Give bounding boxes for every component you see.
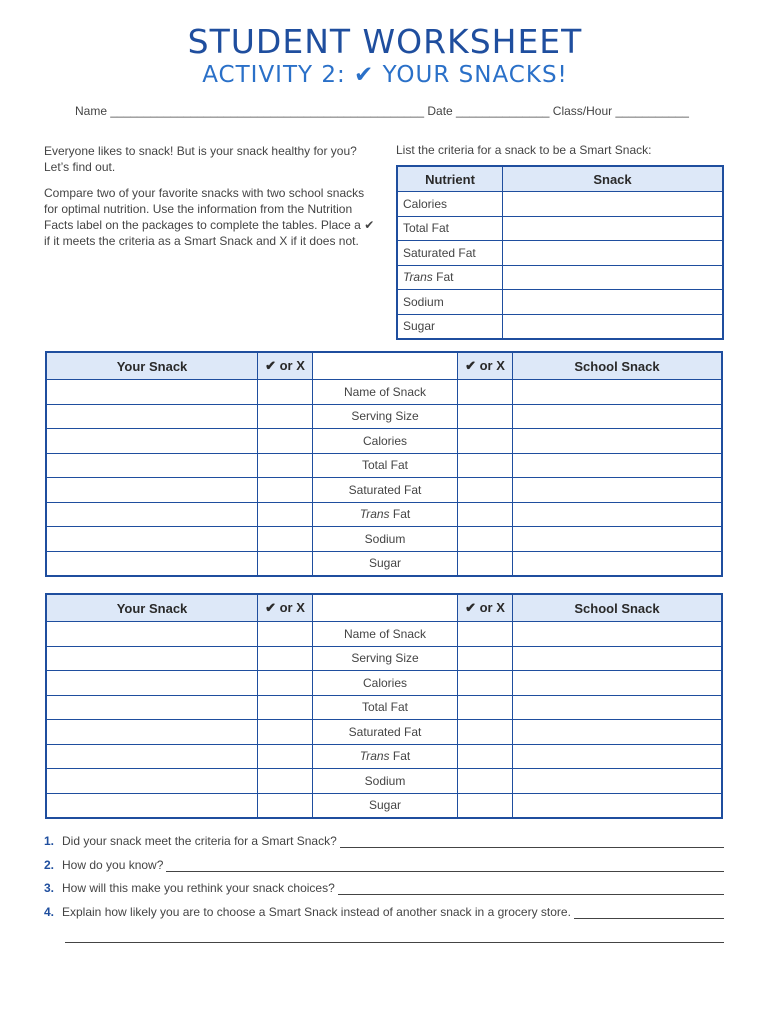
- check-cell[interactable]: [458, 646, 513, 671]
- criteria-label: List the criteria for a snack to be a Smart Snack:: [396, 143, 652, 157]
- check-cell[interactable]: [458, 453, 513, 478]
- check-cell[interactable]: [258, 793, 313, 818]
- answer-line[interactable]: [338, 882, 724, 895]
- criteria-cell[interactable]: [503, 241, 724, 266]
- comparison-table-1: [45, 351, 723, 577]
- question-number: 3.: [44, 881, 55, 895]
- header-your-snack: Your Snack: [46, 594, 258, 622]
- row-label: [313, 502, 458, 527]
- check-cell[interactable]: [258, 744, 313, 769]
- school-snack-cell[interactable]: [513, 380, 723, 405]
- school-snack-cell[interactable]: [513, 695, 723, 720]
- check-cell[interactable]: [258, 502, 313, 527]
- school-snack-cell[interactable]: [513, 404, 723, 429]
- question-number: 4.: [44, 905, 55, 919]
- trans-suffix: Fat: [432, 270, 454, 285]
- school-snack-cell[interactable]: [513, 744, 723, 769]
- question-1: [44, 834, 724, 848]
- check-cell[interactable]: [258, 453, 313, 478]
- header-school-snack: School Snack: [513, 352, 723, 380]
- criteria-cell[interactable]: [503, 290, 724, 315]
- trans-italic: Trans: [359, 507, 390, 522]
- check-cell[interactable]: [458, 380, 513, 405]
- trans-italic: Trans: [359, 749, 390, 764]
- check-cell[interactable]: [458, 769, 513, 794]
- check-cell[interactable]: [458, 551, 513, 576]
- check-cell[interactable]: [258, 380, 313, 405]
- your-snack-cell[interactable]: [46, 527, 258, 552]
- row-label: Calories: [313, 429, 458, 454]
- school-snack-cell[interactable]: [513, 502, 723, 527]
- check-cell[interactable]: [258, 720, 313, 745]
- question-text: How will this make you rethink your snack choices?: [62, 881, 335, 895]
- question-number: 1.: [44, 834, 55, 848]
- activity-subtitle: ACTIVITY 2: ✔ YOUR SNACKS!: [202, 62, 568, 88]
- criteria-row-label: Sugar: [397, 314, 503, 339]
- your-snack-cell[interactable]: [46, 793, 258, 818]
- trans-suffix: Fat: [389, 749, 411, 764]
- header-check-or-x: ✔ or X: [258, 594, 313, 622]
- check-cell[interactable]: [258, 551, 313, 576]
- check-cell[interactable]: [258, 404, 313, 429]
- intro-text: [44, 143, 379, 259]
- comparison-table-2: [45, 593, 723, 819]
- check-cell[interactable]: [458, 671, 513, 696]
- check-cell[interactable]: [258, 695, 313, 720]
- trans-suffix: Fat: [389, 507, 411, 522]
- check-cell[interactable]: [258, 622, 313, 647]
- name-date-class-line: Name _______________________________________________ Date ______________ Class/Hour ___________: [75, 104, 689, 118]
- check-cell[interactable]: [258, 646, 313, 671]
- row-label: Total Fat: [313, 453, 458, 478]
- trans-italic: Trans: [403, 270, 433, 285]
- row-label: Sodium: [313, 769, 458, 794]
- criteria-header-nutrient: Nutrient: [397, 166, 503, 192]
- criteria-row-label: Total Fat: [397, 216, 503, 241]
- row-label: Sodium: [313, 527, 458, 552]
- answer-line-extra[interactable]: [65, 942, 724, 943]
- your-snack-cell[interactable]: [46, 478, 258, 503]
- school-snack-cell[interactable]: [513, 793, 723, 818]
- header-check-or-x: ✔ or X: [458, 352, 513, 380]
- criteria-row-label: Saturated Fat: [397, 241, 503, 266]
- header-check-or-x: ✔ or X: [458, 594, 513, 622]
- answer-line[interactable]: [574, 906, 724, 919]
- your-snack-cell[interactable]: [46, 671, 258, 696]
- school-snack-cell[interactable]: [513, 769, 723, 794]
- school-snack-cell[interactable]: [513, 527, 723, 552]
- your-snack-cell[interactable]: [46, 695, 258, 720]
- check-cell[interactable]: [458, 404, 513, 429]
- criteria-cell[interactable]: [503, 216, 724, 241]
- school-snack-cell[interactable]: [513, 453, 723, 478]
- criteria-row-label: Sodium: [397, 290, 503, 315]
- check-cell[interactable]: [258, 769, 313, 794]
- your-snack-cell[interactable]: [46, 429, 258, 454]
- check-cell[interactable]: [458, 527, 513, 552]
- criteria-cell[interactable]: [503, 265, 724, 290]
- criteria-table: [396, 165, 724, 340]
- check-cell[interactable]: [258, 429, 313, 454]
- school-snack-cell[interactable]: [513, 671, 723, 696]
- check-cell[interactable]: [258, 478, 313, 503]
- answer-line[interactable]: [340, 835, 724, 848]
- header-check-or-x: ✔ or X: [258, 352, 313, 380]
- your-snack-cell[interactable]: [46, 551, 258, 576]
- school-snack-cell[interactable]: [513, 622, 723, 647]
- question-text: Explain how likely you are to choose a Smart Snack instead of another snack in a grocery store.: [62, 905, 571, 919]
- your-snack-cell[interactable]: [46, 502, 258, 527]
- check-cell[interactable]: [458, 793, 513, 818]
- row-label: Sugar: [313, 793, 458, 818]
- row-label: Name of Snack: [313, 380, 458, 405]
- check-cell[interactable]: [258, 671, 313, 696]
- your-snack-cell[interactable]: [46, 720, 258, 745]
- row-label: Serving Size: [313, 404, 458, 429]
- your-snack-cell[interactable]: [46, 404, 258, 429]
- your-snack-cell[interactable]: [46, 380, 258, 405]
- criteria-cell[interactable]: [503, 192, 724, 217]
- check-cell[interactable]: [458, 695, 513, 720]
- school-snack-cell[interactable]: [513, 429, 723, 454]
- check-cell[interactable]: [458, 744, 513, 769]
- criteria-cell[interactable]: [503, 314, 724, 339]
- row-label: [313, 744, 458, 769]
- row-label: Total Fat: [313, 695, 458, 720]
- answer-line[interactable]: [166, 859, 724, 872]
- header-school-snack: School Snack: [513, 594, 723, 622]
- row-label: Serving Size: [313, 646, 458, 671]
- row-label: Saturated Fat: [313, 478, 458, 503]
- intro-paragraph-1: Everyone likes to snack! But is your snack healthy for you? Let’s find out.: [44, 144, 357, 174]
- check-cell[interactable]: [258, 527, 313, 552]
- your-snack-cell[interactable]: [46, 622, 258, 647]
- criteria-header-snack: Snack: [503, 166, 724, 192]
- row-label: Name of Snack: [313, 622, 458, 647]
- check-cell[interactable]: [458, 622, 513, 647]
- check-cell[interactable]: [458, 478, 513, 503]
- intro-paragraph-2: Compare two of your favorite snacks with two school snacks for optimal nutrition. Use the information from the Nutrition Facts label on the packages to complete the tables. Place a ✔ if it meets the criteria as a Smart Snack and X if it does not.: [44, 186, 375, 248]
- question-number: 2.: [44, 858, 55, 872]
- criteria-row-label: [397, 265, 503, 290]
- check-cell[interactable]: [458, 502, 513, 527]
- row-label: Calories: [313, 671, 458, 696]
- your-snack-cell[interactable]: [46, 646, 258, 671]
- school-snack-cell[interactable]: [513, 551, 723, 576]
- school-snack-cell[interactable]: [513, 720, 723, 745]
- question-text: How do you know?: [62, 858, 164, 872]
- row-label: Saturated Fat: [313, 720, 458, 745]
- question-3: [44, 881, 724, 895]
- your-snack-cell[interactable]: [46, 744, 258, 769]
- worksheet-title: STUDENT WORKSHEET: [187, 22, 583, 61]
- question-4: [44, 905, 724, 919]
- school-snack-cell[interactable]: [513, 478, 723, 503]
- check-cell[interactable]: [458, 429, 513, 454]
- header-blank: [313, 352, 458, 380]
- header-blank: [313, 594, 458, 622]
- criteria-row-label: Calories: [397, 192, 503, 217]
- your-snack-cell[interactable]: [46, 769, 258, 794]
- row-label: Sugar: [313, 551, 458, 576]
- check-cell[interactable]: [458, 720, 513, 745]
- your-snack-cell[interactable]: [46, 453, 258, 478]
- school-snack-cell[interactable]: [513, 646, 723, 671]
- question-text: Did your snack meet the criteria for a Smart Snack?: [62, 834, 337, 848]
- header-your-snack: Your Snack: [46, 352, 258, 380]
- question-2: [44, 858, 724, 872]
